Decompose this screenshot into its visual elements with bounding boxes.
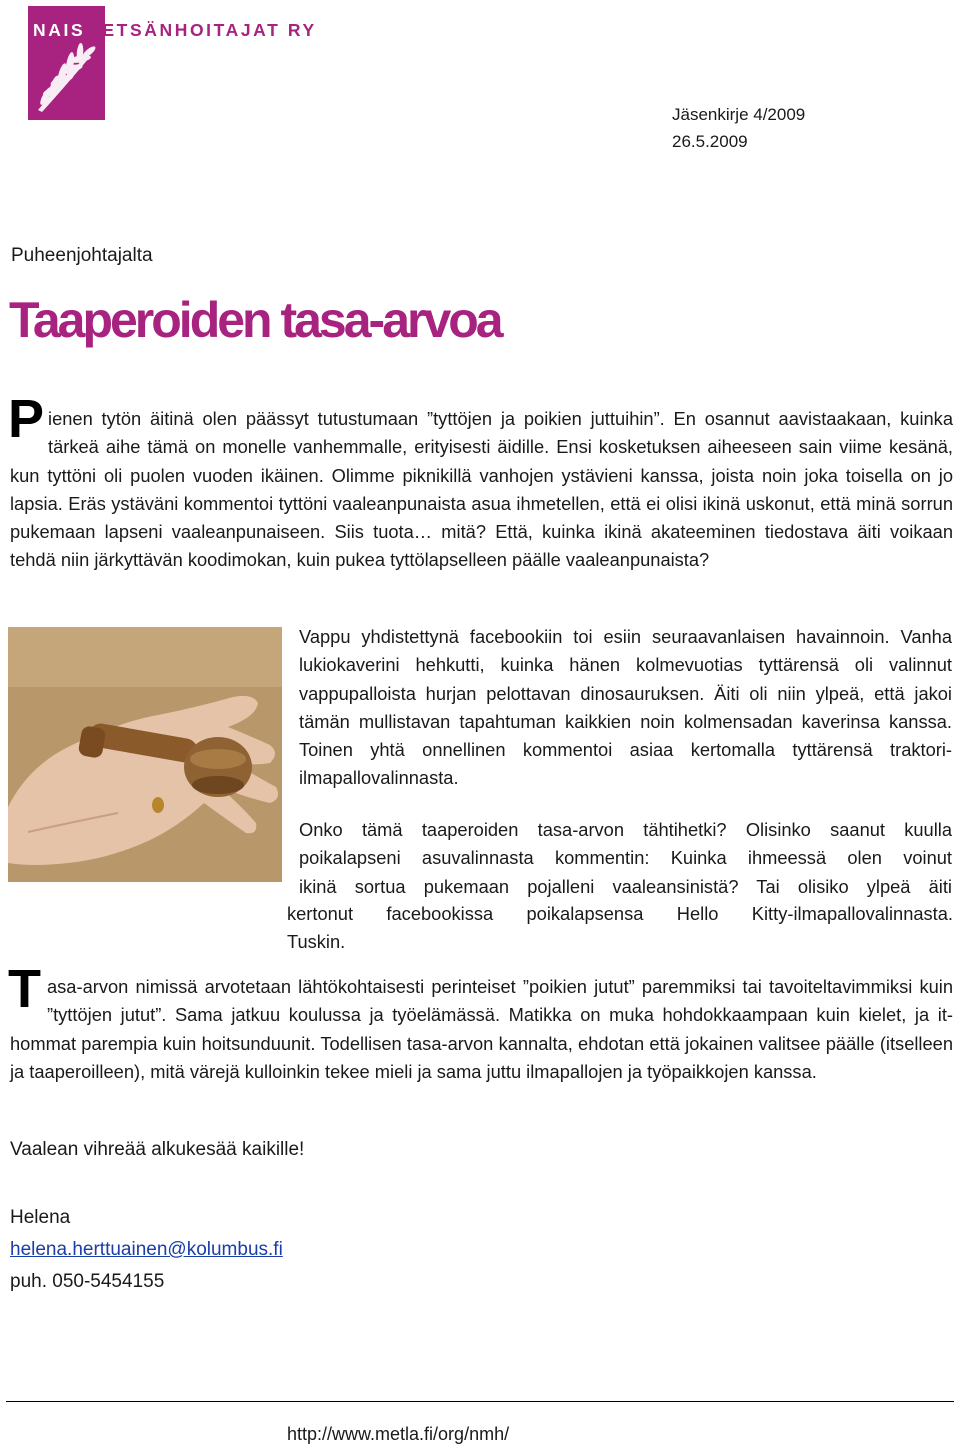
greeting: Vaalean vihreää alkukesää kaikille! [10, 1139, 305, 1160]
question-line-2: poikalapseni asuvalinnasta kommentin: Kuinka ihmeessä olen voinut [299, 847, 952, 869]
signature-name: Helena [10, 1207, 71, 1228]
issue-date: 26.5.2009 [672, 132, 748, 151]
question-line-3: ikinä sortua pukemaan pojalleni vaaleansinistä? Tai olisiko ylpeä äiti [299, 875, 952, 897]
question-paragraph [299, 816, 952, 901]
hand-gavel-image [8, 627, 282, 882]
photo-hand-gavel [8, 627, 282, 882]
question-line-4: kertonut facebookissa poikalapsensa Hello Kitty-ilmapallovalinnasta. [287, 903, 953, 924]
intro-paragraph [8, 389, 953, 575]
issue-number: Jäsenkirje 4/2009 [672, 105, 806, 124]
question-line-1: Onko tämä taaperoiden tasa-arvon tähtihetki? Olisinko saanut kuulla [299, 819, 952, 840]
brand-wordmark [33, 20, 317, 40]
vappu-text: Vappu yhdistettynä facebookiin toi esiin seuraavanlaisen havainnoin. Vanha lukiokaverini hehkutti, kuinka hänen kolmevuotias tyttärensä oli valinnut vappupalloista hurjan pelottavan dinosauruksen. Äiti oli niin ylpeä, että jakoi tämän mullistavan tapahtuman kaikkien noin kolmensadan kaverinsa kanssa. Toinen yhtä onnellinen kommentoi asiaa kertomalla tyttärensä traktori-ilmapallovalinnasta. [299, 626, 952, 789]
brand-part1: NAIS [33, 20, 86, 40]
closing-dropcap: T [8, 959, 41, 1019]
signature-phone: puh. 050-5454155 [10, 1271, 165, 1292]
section-label: Puheenjohtajalta [11, 245, 153, 266]
question-line-5: Tuskin. [287, 931, 346, 953]
intro-dropcap: P [8, 389, 45, 449]
intro-text: ienen tytön äitinä olen päässyt tutustumaan ”tyttöjen ja poikien juttuihin”. En osannut aavistaakaan, kuinka tärkeä aihe tämä on monelle vanhemmalle, erityisesti äidille. Ensi kosketuksen aiheeseen sain viime kesänä, kun tyttöni oli puolen vuoden ikäinen. Olimme piknikillä vanhojen ystävieni kanssa, joista noin joka toisella on jo lapsia. Eräs ystäväni kommentoi tyttöni vaaleanpunaista asua ihmetellen, että ei olisi ikinä uskonut, että minä sorrun pukemaan lapseni vaaleanpunaiseen. Siis tuota… mitä? Että, kuinka ikinä akateeminen tiedostava äiti voikaan tehdä niin järkyttävän koodimokan, kuin pukea tyttölapselleen päälle vaaleanpunaista? [10, 408, 953, 571]
question-paragraph-cont [287, 900, 953, 957]
closing-paragraph [8, 959, 953, 1086]
closing-text: asa-arvon nimissä arvotetaan lähtökohtaisesti perinteiset ”poikien jutut” paremmiksi tai tavoiteltavimmiksi kuin ”tyttöjen jutut”. Sama jatkuu koulussa ja työelämässä. Matikka on muka hohdokkaampaan kuin kielet, ja it-hommat parempia kuin hoitsunduunit. Todellisen tasa-arvon kannalta, ehdotan että jokainen valitsee päälle (itselleen ja taaperoilleen), mitä värejä kulloinkin tekee mieli ja sama juttu ilmapallojen ja työpaikkojen kanssa. [10, 976, 953, 1082]
footer-divider [6, 1401, 954, 1402]
signature-email-link[interactable]: helena.herttuainen@kolumbus.fi [10, 1239, 283, 1260]
footer-url-link[interactable]: http://www.metla.fi/org/nmh/ [287, 1424, 510, 1444]
vappu-paragraph [299, 623, 952, 793]
page-title: Taaperoiden tasa-arvoa [9, 292, 501, 348]
brand-part2: METSÄNHOITAJAT RY [85, 20, 317, 40]
